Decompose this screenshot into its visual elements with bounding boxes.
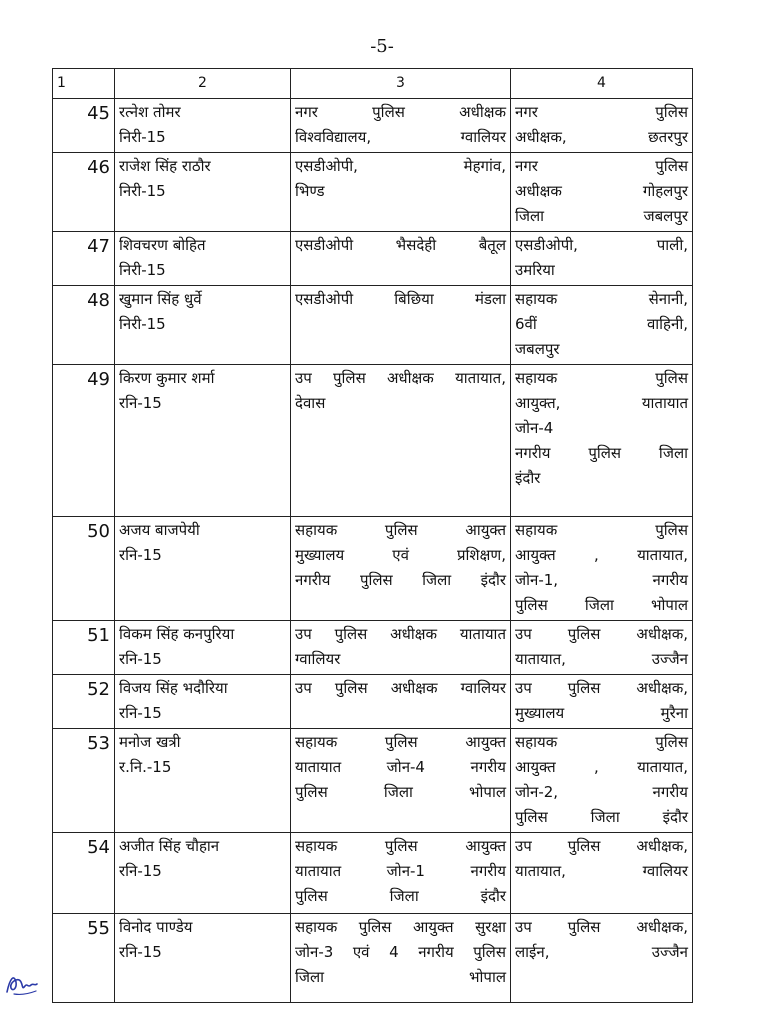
officer-cell xyxy=(115,153,291,232)
current-posting-line: नगरीय पुलिस जिला इंदौर xyxy=(295,571,506,589)
current-posting-line: जोन-3 एवं 4 नगरीय पुलिस xyxy=(295,943,506,961)
new-posting-line: जिला जबलपुर xyxy=(515,207,688,225)
new-posting-line: उप पुलिस अधीक्षक, xyxy=(515,679,688,697)
officer-name: विनोद पाण्डेय xyxy=(119,918,193,936)
officer-cell xyxy=(115,517,291,621)
current-posting-line: पुलिस जिला भोपाल xyxy=(295,783,506,801)
table-row xyxy=(53,675,693,729)
officer-rank: निरी-15 xyxy=(119,182,166,200)
new-posting-cell xyxy=(511,517,693,621)
officer-rank: निरी-15 xyxy=(119,261,166,279)
serial-number: 55 xyxy=(53,914,115,1003)
officer-rank: रनि-15 xyxy=(119,650,162,668)
current-posting-line: ग्वालियर xyxy=(295,650,341,668)
current-posting-line: जिला भोपाल xyxy=(295,968,506,986)
current-posting-line: भिण्ड xyxy=(295,182,325,200)
current-posting-cell xyxy=(291,365,511,517)
officer-cell xyxy=(115,833,291,914)
officer-cell xyxy=(115,914,291,1003)
new-posting-cell xyxy=(511,833,693,914)
current-posting-line: नगर पुलिस अधीक्षक xyxy=(295,103,506,121)
serial-number: 52 xyxy=(53,675,115,729)
new-posting-line: पुलिस जिला इंदौर xyxy=(515,808,688,826)
current-posting-cell xyxy=(291,833,511,914)
current-posting-cell xyxy=(291,99,511,153)
new-posting-line: उमरिया xyxy=(515,261,555,279)
table-row xyxy=(53,621,693,675)
table-row xyxy=(53,286,693,365)
serial-number: 46 xyxy=(53,153,115,232)
table-row xyxy=(53,365,693,517)
new-posting-cell xyxy=(511,729,693,833)
new-posting-line: नगरीय पुलिस जिला xyxy=(515,444,688,462)
officer-rank: निरी-15 xyxy=(119,315,166,333)
officer-rank: रनि-15 xyxy=(119,943,162,961)
table-header-row xyxy=(53,69,693,99)
officer-cell xyxy=(115,729,291,833)
table-row xyxy=(53,914,693,1003)
new-posting-line: नगर पुलिस xyxy=(515,103,688,121)
new-posting-line: जबलपुर xyxy=(515,340,560,358)
new-posting-line: उप पुलिस अधीक्षक, xyxy=(515,918,688,936)
officer-name: राजेश सिंह राठौर xyxy=(119,157,211,175)
serial-number: 49 xyxy=(53,365,115,517)
new-posting-cell xyxy=(511,153,693,232)
new-posting-line: अधीक्षक, छतरपुर xyxy=(515,128,688,146)
new-posting-cell xyxy=(511,286,693,365)
new-posting-line: यातायात, उज्जैन xyxy=(515,650,688,668)
officer-name: किरण कुमार शर्मा xyxy=(119,369,215,387)
officer-name: खुमान सिंह धुर्वे xyxy=(119,290,202,308)
officer-name: रत्नेश तोमर xyxy=(119,103,181,121)
new-posting-line: एसडीओपी, पाली, xyxy=(515,236,688,254)
new-posting-line: अधीक्षक गोहलपुर xyxy=(515,182,688,200)
current-posting-cell xyxy=(291,914,511,1003)
current-posting-line: यातायात जोन-1 नगरीय xyxy=(295,862,506,880)
officer-name: विजय सिंह भदौरिया xyxy=(119,679,228,697)
current-posting-line: सहायक पुलिस आयुक्त xyxy=(295,837,506,855)
officer-rank: र.नि.-15 xyxy=(119,758,172,776)
table-row xyxy=(53,729,693,833)
new-posting-cell xyxy=(511,675,693,729)
officer-cell xyxy=(115,621,291,675)
current-posting-line: उप पुलिस अधीक्षक यातायात xyxy=(295,625,506,643)
new-posting-line: जोन-1, नगरीय xyxy=(515,571,688,589)
current-posting-line: एसडीओपी बिछिया मंडला xyxy=(295,290,506,308)
current-posting-cell xyxy=(291,675,511,729)
current-posting-line: सहायक पुलिस आयुक्त सुरक्षा xyxy=(295,918,506,936)
new-posting-line: इंदौर xyxy=(515,469,541,487)
column-header-3: 3 xyxy=(291,69,511,99)
new-posting-cell xyxy=(511,99,693,153)
new-posting-line: आयुक्त, यातायात xyxy=(515,394,688,412)
current-posting-cell xyxy=(291,153,511,232)
new-posting-line: मुख्यालय मुरैना xyxy=(515,704,688,722)
table-row xyxy=(53,517,693,621)
current-posting-line: सहायक पुलिस आयुक्त xyxy=(295,733,506,751)
new-posting-line: जोन-4 xyxy=(515,419,554,437)
serial-number: 50 xyxy=(53,517,115,621)
officer-cell xyxy=(115,675,291,729)
signature-mark xyxy=(4,968,40,998)
officer-rank: रनि-15 xyxy=(119,704,162,722)
new-posting-line: लाईन, उज्जैन xyxy=(515,943,688,961)
column-header-2: 2 xyxy=(115,69,291,99)
table-row xyxy=(53,232,693,286)
current-posting-cell xyxy=(291,286,511,365)
officer-cell xyxy=(115,365,291,517)
new-posting-line: सहायक पुलिस xyxy=(515,521,688,539)
new-posting-line: सहायक पुलिस xyxy=(515,369,688,387)
serial-number: 47 xyxy=(53,232,115,286)
column-header-1: 1 xyxy=(53,69,115,99)
serial-number: 51 xyxy=(53,621,115,675)
current-posting-line: सहायक पुलिस आयुक्त xyxy=(295,521,506,539)
current-posting-line: यातायात जोन-4 नगरीय xyxy=(295,758,506,776)
serial-number: 54 xyxy=(53,833,115,914)
current-posting-cell xyxy=(291,517,511,621)
officer-cell xyxy=(115,232,291,286)
new-posting-line: उप पुलिस अधीक्षक, xyxy=(515,625,688,643)
new-posting-cell xyxy=(511,232,693,286)
officer-name: मनोज खत्री xyxy=(119,733,181,751)
officer-rank: रनि-15 xyxy=(119,862,162,880)
current-posting-cell xyxy=(291,621,511,675)
column-header-4: 4 xyxy=(511,69,693,99)
new-posting-cell xyxy=(511,365,693,517)
new-posting-line: जोन-2, नगरीय xyxy=(515,783,688,801)
new-posting-line: पुलिस जिला भोपाल xyxy=(515,596,688,614)
table-body xyxy=(53,99,693,1003)
table-row xyxy=(53,833,693,914)
officer-cell xyxy=(115,99,291,153)
current-posting-cell xyxy=(291,232,511,286)
current-posting-line: उप पुलिस अधीक्षक यातायात, xyxy=(295,369,506,387)
table-row xyxy=(53,99,693,153)
serial-number: 53 xyxy=(53,729,115,833)
page-number: -5- xyxy=(370,36,394,57)
new-posting-line: आयुक्त , यातायात, xyxy=(515,758,688,776)
officer-rank: रनि-15 xyxy=(119,546,162,564)
new-posting-line: यातायात, ग्वालियर xyxy=(515,862,688,880)
current-posting-line: देवास xyxy=(295,394,326,412)
current-posting-line: एसडीओपी भैसदेही बैतूल xyxy=(295,236,506,254)
officer-name: शिवचरण बोहित xyxy=(119,236,206,254)
new-posting-line: सहायक सेनानी, xyxy=(515,290,688,308)
new-posting-line: सहायक पुलिस xyxy=(515,733,688,751)
current-posting-cell xyxy=(291,729,511,833)
new-posting-cell xyxy=(511,621,693,675)
current-posting-line: पुलिस जिला इंदौर xyxy=(295,887,506,905)
serial-number: 48 xyxy=(53,286,115,365)
current-posting-line: विश्वविद्यालय, ग्वालियर xyxy=(295,128,506,146)
officer-name: अजय बाजपेयी xyxy=(119,521,200,539)
officer-rank: निरी-15 xyxy=(119,128,166,146)
current-posting-line: उप पुलिस अधीक्षक ग्वालियर xyxy=(295,679,506,697)
current-posting-line: मुख्यालय एवं प्रशिक्षण, xyxy=(295,546,506,564)
serial-number: 45 xyxy=(53,99,115,153)
transfer-table xyxy=(52,68,693,1003)
officer-name: विकम सिंह कनपुरिया xyxy=(119,625,235,643)
new-posting-line: आयुक्त , यातायात, xyxy=(515,546,688,564)
officer-rank: रनि-15 xyxy=(119,394,162,412)
new-posting-line: नगर पुलिस xyxy=(515,157,688,175)
new-posting-line: 6वीं वाहिनी, xyxy=(515,315,688,333)
current-posting-line: एसडीओपी, मेहगांव, xyxy=(295,157,506,175)
new-posting-cell xyxy=(511,914,693,1003)
officer-name: अजीत सिंह चौहान xyxy=(119,837,220,855)
table-row xyxy=(53,153,693,232)
new-posting-line: उप पुलिस अधीक्षक, xyxy=(515,837,688,855)
officer-cell xyxy=(115,286,291,365)
